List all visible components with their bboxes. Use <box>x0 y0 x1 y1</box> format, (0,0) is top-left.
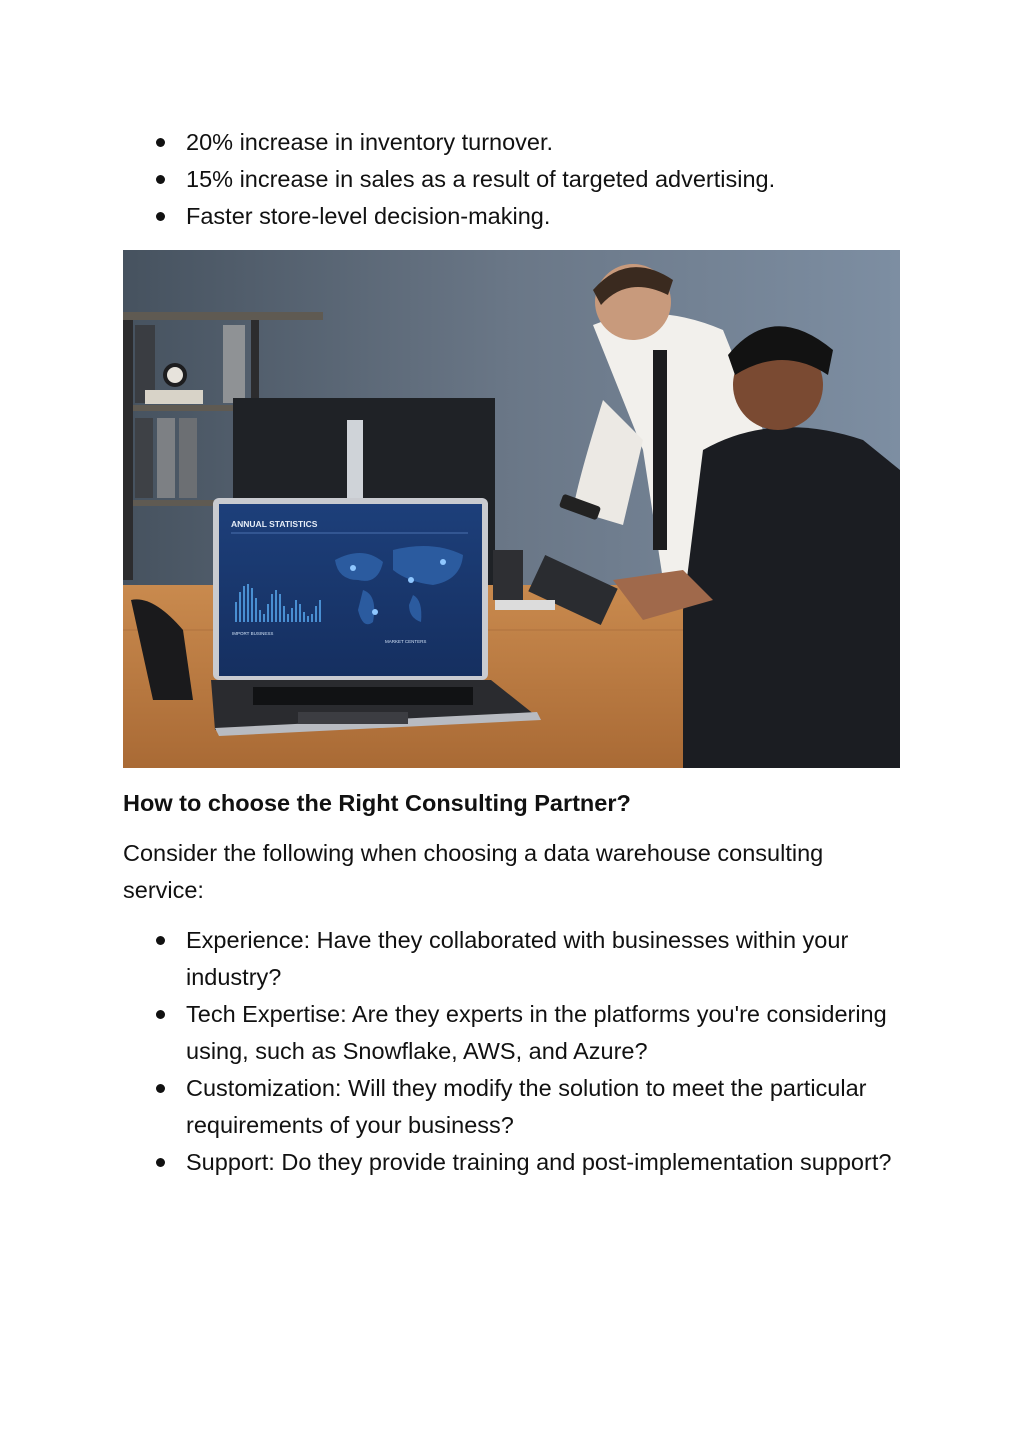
bullet-icon <box>156 212 165 221</box>
laptop-screen-label-right: MARKET CENTERS <box>385 639 427 644</box>
results-list <box>123 124 901 235</box>
list-item-text: Customization: Will they modify the solution to meet the particular requirements of your business? <box>186 1075 867 1138</box>
list-item <box>123 1070 901 1144</box>
bullet-icon <box>156 936 165 945</box>
laptop-screen-title: ANNUAL STATISTICS <box>231 519 318 529</box>
bullet-icon <box>156 1010 165 1019</box>
list-item <box>123 996 901 1070</box>
list-item <box>123 922 901 996</box>
list-item-text: Support: Do they provide training and post-implementation support? <box>186 1149 892 1175</box>
criteria-list <box>123 922 901 1181</box>
list-item-text: Tech Expertise: Are they experts in the platforms you're considering using, such as Snowflake, AWS, and Azure? <box>186 1001 887 1064</box>
list-item-text: 15% increase in sales as a result of targeted advertising. <box>186 166 776 192</box>
list-item-text: Experience: Have they collaborated with businesses within your industry? <box>186 927 849 990</box>
bullet-icon <box>156 138 165 147</box>
list-item <box>123 1144 901 1181</box>
bullet-icon <box>156 1158 165 1167</box>
bullet-icon <box>156 175 165 184</box>
section-heading: How to choose the Right Consulting Partner? <box>123 790 631 816</box>
office-photo <box>123 250 900 768</box>
laptop-screen-label-left: IMPORT BUSINESS <box>232 631 274 636</box>
bullet-icon <box>156 1084 165 1093</box>
list-item <box>123 124 901 161</box>
list-item <box>123 198 901 235</box>
list-item <box>123 161 901 198</box>
section-intro: Consider the following when choosing a data warehouse consulting service: <box>123 840 824 903</box>
list-item-text: 20% increase in inventory turnover. <box>186 129 554 155</box>
list-item-text: Faster store-level decision-making. <box>186 203 551 229</box>
